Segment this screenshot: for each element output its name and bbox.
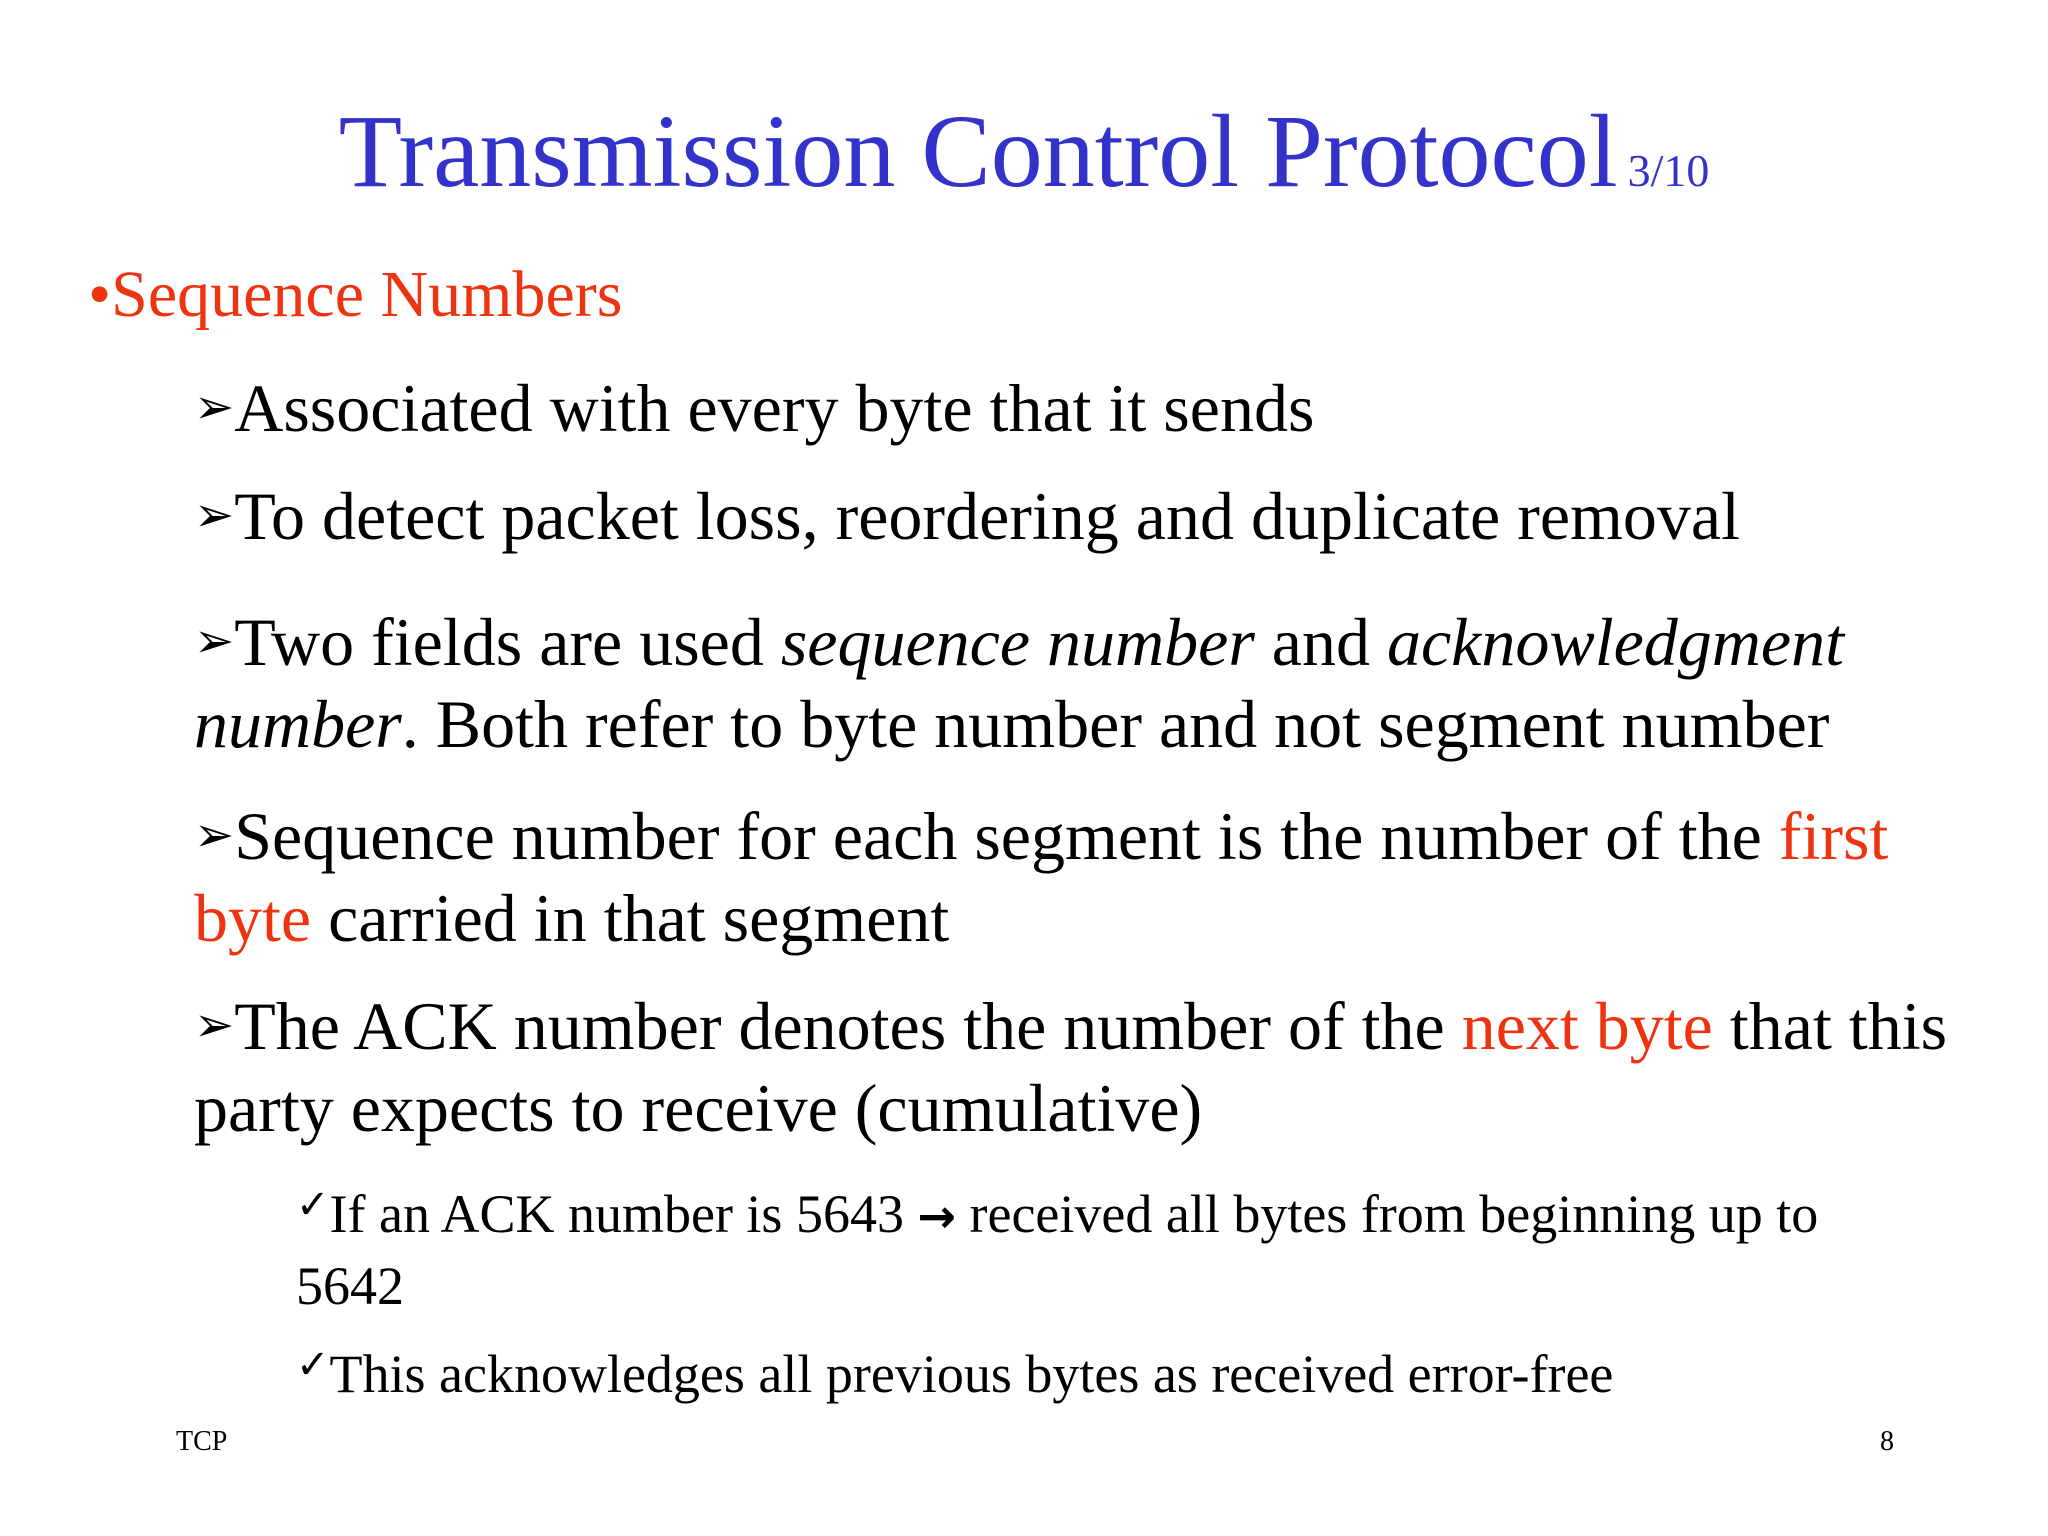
arrow-bullet-icon: ➢ [194, 613, 235, 669]
page-number: 8 [1880, 1426, 1894, 1457]
term-acknowledgment-number: acknowledgment number [194, 604, 1844, 762]
bullet-item-1 [194, 366, 1954, 449]
check-mark-icon: ✓ [296, 1342, 330, 1388]
bullet-text: To detect packet loss, reordering and duplicate removal [234, 478, 1740, 554]
sub-bullet-text: This acknowledges all previous bytes as received error-free [329, 1344, 1614, 1404]
title-text: Transmission Control Protocol [338, 94, 1618, 209]
bullet-item-2 [194, 474, 1954, 557]
bullet-text: carried in that segment [311, 880, 950, 956]
heading-text: Sequence Numbers [111, 258, 623, 331]
bullet-item-3 [194, 600, 1914, 765]
bullet-text: and [1254, 604, 1387, 680]
check-mark-icon: ✓ [296, 1182, 330, 1228]
bullet-text: . Both refer to byte number and not segment number [401, 686, 1830, 762]
slide-title [0, 94, 2048, 209]
bullet-text: Sequence number for each segment is the number of the [234, 798, 1779, 874]
highlight-first-byte: first byte [194, 798, 1889, 956]
arrow-bullet-icon: ➢ [194, 379, 235, 435]
arrow-bullet-icon: ➢ [194, 997, 235, 1053]
arrow-bullet-icon: ➢ [194, 807, 235, 863]
footer-label: TCP [176, 1426, 228, 1457]
highlight-next-byte: next byte [1461, 988, 1713, 1064]
term-sequence-number: sequence number [780, 604, 1255, 680]
arrow-bullet-icon: ➢ [194, 487, 235, 543]
bullet-text: Associated with every byte that it sends [234, 370, 1315, 446]
sub-bullet-item-2 [296, 1330, 1926, 1409]
bullet-text: Two fields are used [234, 604, 781, 680]
sub-bullet-text: If an ACK number is 5643 [329, 1184, 918, 1244]
section-heading [88, 258, 623, 331]
bullet-text: that this party expects to receive (cumulative) [194, 988, 1948, 1146]
right-arrow-icon: → [917, 1189, 956, 1243]
title-page-fraction: 3/10 [1627, 145, 1710, 196]
sub-bullet-text: received all bytes from beginning up to 5642 [296, 1184, 1819, 1316]
heading-bullet: • [88, 258, 112, 331]
bullet-item-4 [194, 794, 1954, 959]
bullet-text: The ACK number denotes the number of the [234, 988, 1462, 1064]
bullet-item-5 [194, 984, 1954, 1149]
sub-bullet-item-1 [296, 1170, 1926, 1321]
